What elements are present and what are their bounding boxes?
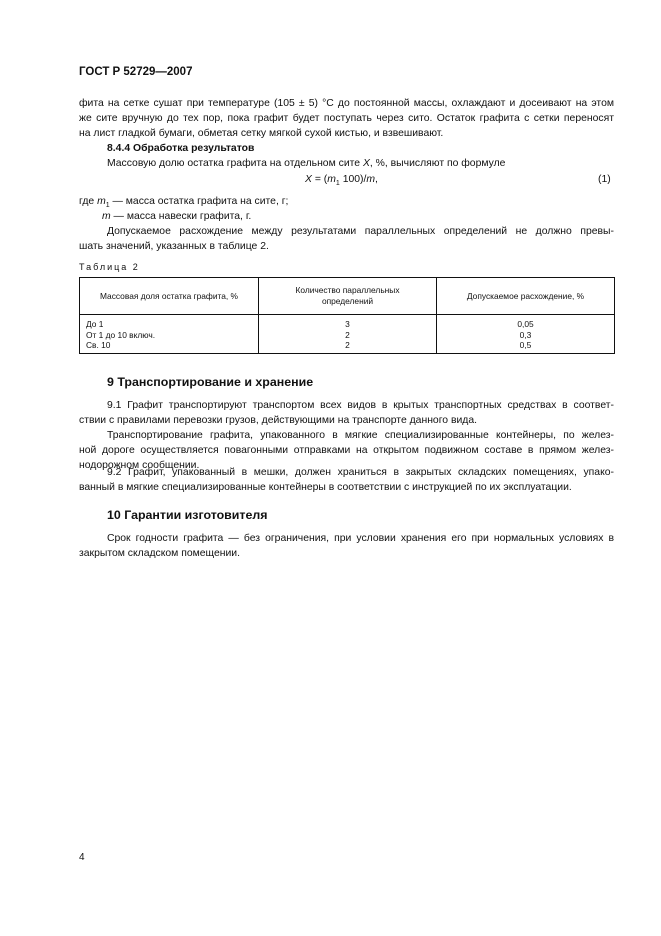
formula-number: (1) bbox=[598, 174, 611, 185]
m1-sub: 1 bbox=[105, 202, 110, 210]
header-count-line-1: Количество параллельных bbox=[295, 285, 400, 295]
formula-comma: , bbox=[375, 174, 378, 185]
header-tolerance: Допускаемое расхождение, % bbox=[437, 278, 615, 315]
formula-m2: m bbox=[366, 174, 376, 185]
section-844-intro bbox=[107, 156, 505, 171]
formula-m: m bbox=[327, 174, 336, 185]
s9-p1-line-1: 9.1 Графит транспортируют транспортом всех видов в крытых транспортных средствах в соответ- bbox=[107, 400, 614, 411]
table-header-row bbox=[80, 278, 615, 315]
var-x: X bbox=[362, 158, 370, 169]
header-count-line-2: определений bbox=[321, 296, 374, 306]
s9-p2-line-1: Транспортирование графита, упакованного в мягкие специализированные контейнеры, по желез- bbox=[107, 430, 614, 441]
formula-eq: = ( bbox=[311, 174, 328, 185]
table-row bbox=[80, 330, 615, 341]
intro-text-before: Массовую долю остатка графита на отдельном сите bbox=[107, 158, 363, 169]
cell-fraction: До 1 bbox=[80, 315, 259, 330]
formula-x: X bbox=[305, 174, 312, 185]
intro-line-2: же сите вручную до тех пор, пока графит будет поступать через сито. Остаток графита с сетки переносят bbox=[79, 113, 614, 124]
where-m bbox=[102, 209, 251, 224]
table-2 bbox=[79, 277, 615, 354]
formula-1 bbox=[305, 174, 378, 187]
s10-p1-line-2: закрытом складском помещении. bbox=[79, 548, 240, 559]
m-desc: — масса навески графита, г. bbox=[110, 211, 252, 222]
s9-p3-line-2: ванный в мягкие специализированные контейнеры в соответствии с инструкцией по их эксплуатации. bbox=[79, 482, 572, 493]
table-row bbox=[80, 340, 615, 353]
header-fraction: Массовая доля остатка графита, % bbox=[80, 278, 259, 315]
page-number: 4 bbox=[79, 852, 85, 863]
intro-line-1: фита на сетке сушат при температуре (105 ± 5) °С до постоянной массы, охлаждают и досеивают на этом bbox=[79, 98, 614, 109]
s9-p1-line-2: ствии с правилами перевозки грузов, действующими на транспорте данного вида. bbox=[79, 415, 477, 426]
cell-count: 3 bbox=[259, 315, 437, 330]
header-count bbox=[259, 278, 437, 315]
m1-desc: — масса остатка графита на сите, г; bbox=[109, 196, 289, 207]
formula-sub: 1 bbox=[335, 180, 340, 188]
intro-line-3: на лист гладкой бумаги, обметая сетку мягкой сухой кистью, и взвешивают. bbox=[79, 128, 444, 139]
m-var: m bbox=[102, 211, 111, 222]
s9-p2-line-2: ной дороге осуществляется повагонными отправками на открытом подвижном составе в прямом желез- bbox=[79, 445, 614, 456]
s9-p2-line-3: нодорожном сообщении. bbox=[79, 460, 200, 471]
intro-text-after: , %, вычисляют по формуле bbox=[369, 158, 506, 169]
s10-p1-line-1: Срок годности графита — без ограничения, при условии хранения его при нормальных условиях в bbox=[107, 533, 614, 544]
discrepancy-line-1: Допускаемое расхождение между результатами параллельных определений не должно превы- bbox=[107, 226, 614, 237]
section-10-title: 10 Гарантии изготовителя bbox=[107, 508, 268, 522]
section-844-heading: 8.4.4 Обработка результатов bbox=[107, 143, 255, 154]
s9-p3-line-1: 9.2 Графит, упакованный в мешки, должен храниться в закрытых складских помещениях, упако- bbox=[107, 467, 614, 478]
document-header: ГОСТ Р 52729—2007 bbox=[79, 66, 193, 78]
section-9-title: 9 Транспортирование и хранение bbox=[107, 375, 314, 389]
cell-tolerance: 0,3 bbox=[437, 330, 615, 341]
where-label: где bbox=[79, 196, 98, 207]
cell-tolerance: 0,5 bbox=[437, 340, 615, 353]
cell-count: 2 bbox=[259, 340, 437, 353]
cell-fraction: От 1 до 10 включ. bbox=[80, 330, 259, 341]
cell-count: 2 bbox=[259, 330, 437, 341]
cell-fraction: Св. 10 bbox=[80, 340, 259, 353]
m1-var: m bbox=[97, 196, 106, 207]
table-row bbox=[80, 315, 615, 330]
cell-tolerance: 0,05 bbox=[437, 315, 615, 330]
discrepancy-line-2: шать значений, указанных в таблице 2. bbox=[79, 241, 269, 252]
table-caption: Таблица 2 bbox=[79, 262, 140, 272]
formula-rest: 100)/ bbox=[339, 174, 367, 185]
